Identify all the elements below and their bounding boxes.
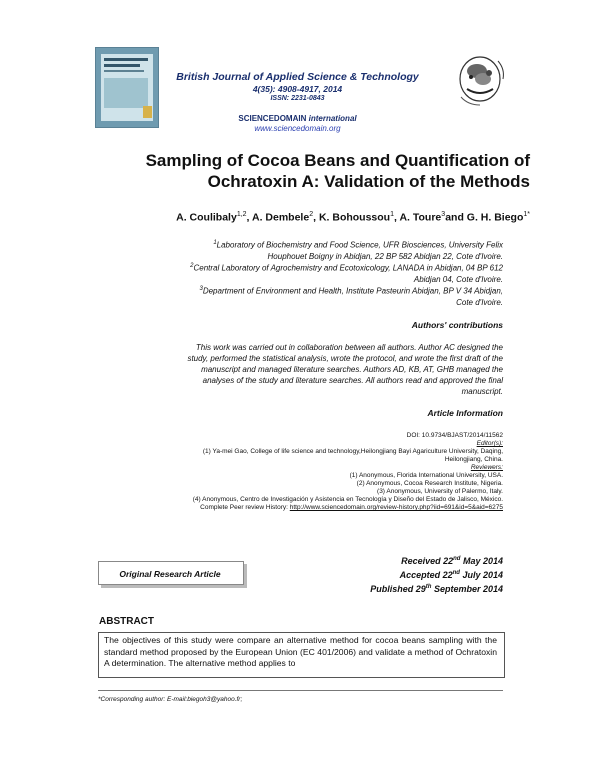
affiliation-line: Houphouet Boigny in Abidjan, 22 BP 582 Abidjan 22, Cote d'Ivoire. bbox=[267, 251, 503, 261]
author-affil-sup: 3 bbox=[441, 211, 446, 218]
accepted-label: Accepted 22 bbox=[399, 570, 453, 580]
reviewer-line: (2) Anonymous, Cocoa Research Institute, Nigeria. bbox=[356, 480, 503, 487]
author-name: A. Dembele bbox=[252, 211, 310, 224]
author-affil-sup: 1,2 bbox=[236, 211, 247, 218]
author-affil-sup: 1 bbox=[390, 211, 395, 218]
accepted-date bbox=[300, 567, 503, 581]
review-history-link[interactable]: http://www.sciencedomain.org/review-history.php?iid=691&id=5&aid=6275 bbox=[289, 504, 503, 511]
reviewer-line: (3) Anonymous, University of Palermo, Italy. bbox=[377, 488, 503, 495]
abstract-heading: ABSTRACT bbox=[99, 616, 154, 627]
affiliation-number: 2 bbox=[190, 263, 194, 269]
published-rest: September 2014 bbox=[431, 584, 503, 594]
editor-line: Heilongjiang, China. bbox=[444, 456, 503, 463]
author-separator: , bbox=[246, 211, 252, 224]
contributions-text bbox=[100, 342, 503, 397]
author-name: K. Bohoussou bbox=[318, 211, 391, 224]
abstract-text: The objectives of this study were compare an alternative method for cocoa beans sampling with the standard method proposed by the European Union (EC 401/2006) and validate a method of Ochratoxin A determination. The alternative method applies to bbox=[104, 635, 497, 669]
accepted-rest: July 2014 bbox=[459, 570, 503, 580]
paper-title-line2: Ochratoxin A: Validation of the Methods bbox=[207, 172, 530, 191]
reviewer-line: (4) Anonymous, Centro de Investigación y Asistencia en Tecnología y Diseño del Estado de Jalisco, México. bbox=[192, 496, 503, 503]
contributions-line: analyses of the study and literature searches. All authors read and approved the final bbox=[202, 376, 503, 385]
author-list bbox=[70, 211, 530, 224]
contributions-line: manuscript. bbox=[461, 387, 503, 396]
affiliation bbox=[100, 238, 503, 262]
footnote-divider bbox=[98, 690, 503, 691]
article-info-heading: Article Information bbox=[427, 408, 503, 418]
affiliation-line: Department of Environment and Health, Institute Pasteurin Abidjan, BP V 34 Abidjan, bbox=[202, 286, 503, 296]
published-label: Published 29 bbox=[370, 584, 426, 594]
received-sup: nd bbox=[453, 556, 461, 562]
journal-cover-image bbox=[95, 47, 159, 128]
contributions-heading: Authors' contributions bbox=[411, 320, 503, 330]
article-type-label: Original Research Article bbox=[119, 569, 221, 579]
author-separator: and bbox=[445, 211, 467, 224]
review-history-label: Complete Peer review History: bbox=[200, 504, 288, 511]
review-history bbox=[100, 504, 503, 512]
paper-title bbox=[70, 150, 530, 192]
corresponding-author-footnote: *Corresponding author: E-mail:biegoh3@yahoo.fr; bbox=[98, 696, 243, 703]
accepted-sup: nd bbox=[452, 570, 460, 576]
publisher bbox=[160, 114, 435, 123]
affiliation-line: Central Laboratory of Agrochemistry and Ecotoxicology, LANADA in Abidjan, 04 BP 612 bbox=[193, 263, 503, 273]
author-separator: , bbox=[313, 211, 319, 224]
contributions-line: study, performed the statistical analysis, wrote the protocol, and wrote the first draft of the bbox=[187, 354, 503, 363]
doi: DOI: 10.9734/BJAST/2014/11562 bbox=[406, 432, 503, 439]
publisher-logo-icon bbox=[453, 49, 511, 111]
received-label: Received 22 bbox=[401, 556, 454, 566]
published-date bbox=[300, 581, 503, 595]
author-affil-sup: 2 bbox=[309, 211, 314, 218]
journal-title: British Journal of Applied Science & Technology bbox=[176, 71, 419, 83]
editor-line: (1) Ya-mei Gao, College of life science and technology,Heilongjiang Bayi Agariculture University, Daqing, bbox=[202, 448, 503, 455]
publisher-suffix: international bbox=[308, 114, 357, 123]
publisher-website-link[interactable]: www.sciencedomain.org bbox=[254, 124, 341, 133]
author-name: A. Coulibaly bbox=[176, 211, 237, 224]
author-affil-sup: 1* bbox=[523, 211, 530, 218]
paper-title-line1: Sampling of Cocoa Beans and Quantification of bbox=[145, 151, 530, 170]
author-name: A. Toure bbox=[399, 211, 442, 224]
affiliation-line: Cote d'Ivoire. bbox=[456, 297, 503, 307]
journal-volume: 4(35): 4908-4917, 2014 bbox=[252, 84, 343, 94]
affiliation-line: Abidjan 04, Cote d'Ivoire. bbox=[413, 274, 503, 284]
reviewer-line: (1) Anonymous, Florida International University, USA. bbox=[349, 472, 503, 479]
received-date bbox=[300, 553, 503, 567]
affiliation-number: 1 bbox=[213, 240, 217, 246]
editors-label: Editor(s): bbox=[476, 440, 503, 447]
affiliation bbox=[100, 284, 503, 308]
author-name: G. H. Biego bbox=[466, 211, 524, 224]
reviewers-label: Reviewers: bbox=[470, 464, 503, 471]
article-info bbox=[100, 432, 503, 512]
published-sup: th bbox=[425, 584, 432, 590]
journal-issn: ISSN: 2231-0843 bbox=[270, 95, 325, 102]
received-rest: May 2014 bbox=[460, 556, 503, 566]
publisher-name: SCIENCEDOMAIN bbox=[238, 114, 307, 123]
affiliation-line: Laboratory of Biochemistry and Food Science, UFR Biosciences, University Felix bbox=[216, 240, 503, 250]
contributions-line: manuscript and managed literature searches. Authors AD, KB, AT, GHB managed the bbox=[201, 365, 503, 374]
author-separator: , bbox=[394, 211, 400, 224]
affiliation bbox=[100, 261, 503, 285]
publication-dates bbox=[300, 553, 503, 595]
contributions-line: This work was carried out in collaboration between all authors. Author AC designed the bbox=[195, 343, 503, 352]
affiliation-number: 3 bbox=[199, 286, 203, 292]
